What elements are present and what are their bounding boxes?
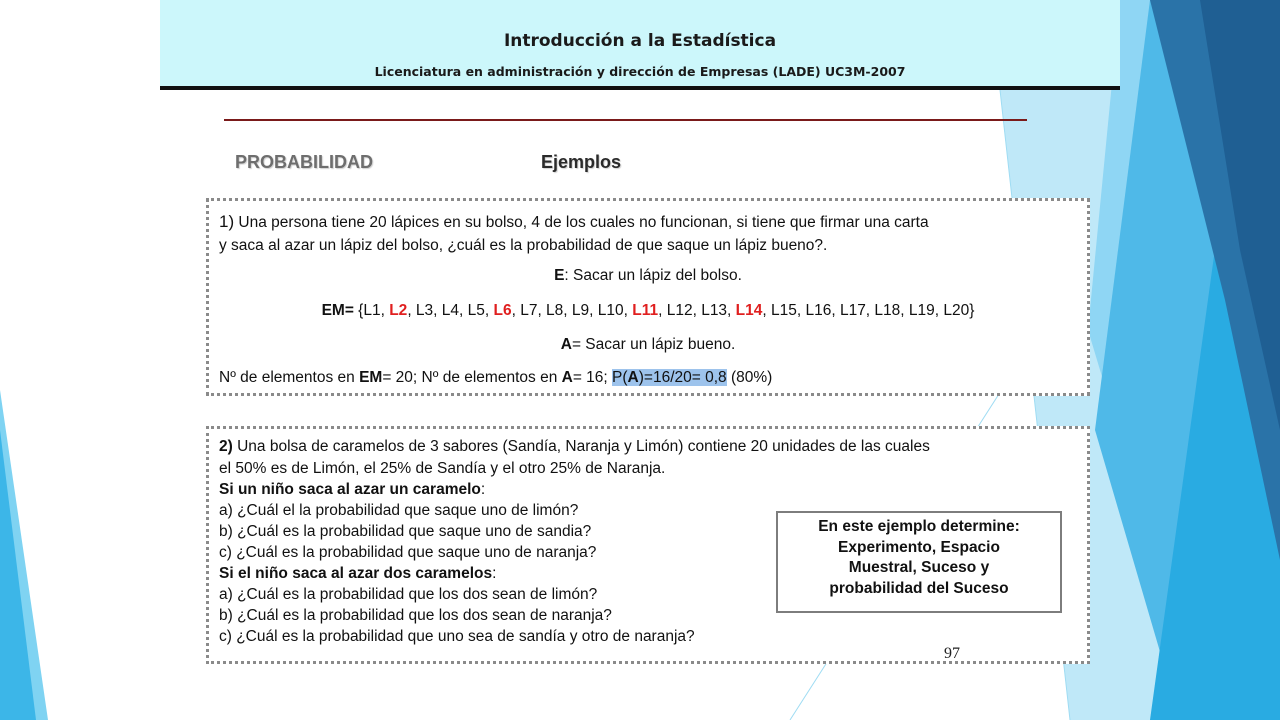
case-1-question-b: b) ¿Cuál es la probabilidad que saque uno de sandia? (219, 523, 592, 540)
instruction-callout (776, 511, 1062, 613)
callout-line: probabilidad del Suceso (829, 579, 1009, 597)
sample-space-definition: EM= {L1, L2, L3, L4, L5, L6, L7, L8, L9, L10, L11, L12, L13, L14, L15, L16, L17, L18, L19, L20} (321, 302, 975, 319)
experiment-definition: E: Sacar un lápiz del bolso. (554, 267, 742, 284)
example-2-number: 2) (219, 438, 233, 455)
left-facet (0, 430, 36, 720)
example-1-statement-line1: 1) Una persona tiene 20 lápices en su bolso, 4 de los cuales no funcionan, si tiene que firmar una carta (219, 212, 929, 231)
example-2-line2: el 50% es de Limón, el 25% de Sandía y el otro 25% de Naranja. (219, 460, 666, 477)
event-definition: A= Sacar un lápiz bueno. (560, 336, 736, 353)
case-1-question-a: a) ¿Cuál el la probabilidad que saque uno de limón? (219, 502, 579, 519)
case-2-title: Si el niño saca al azar dos caramelos: (219, 565, 497, 582)
sample-space-segment: , L15, L16, L17, L18, L19, L20} (762, 302, 975, 319)
case-1-question-c: c) ¿Cuál es la probabilidad que saque uno de naranja? (219, 544, 597, 561)
header-band (160, 0, 1120, 90)
example-1-number: 1) (219, 212, 235, 231)
sample-space-segment: {L1, (353, 302, 390, 319)
sample-space-elements (354, 302, 975, 319)
case-2-question-a: a) ¿Cuál es la probabilidad que los dos sean de limón? (219, 586, 598, 603)
page-number: 97 (944, 645, 960, 662)
defective-element: L14 (735, 302, 763, 319)
callout-line: Experimento, Espacio (838, 538, 1000, 556)
case-2-question-b: b) ¿Cuál es la probabilidad que los dos sean de naranja? (219, 607, 612, 624)
sample-space-segment: , L12, L13, (658, 302, 736, 319)
probability-highlight: P(A)=16/20= 0,8 (612, 369, 727, 386)
example-2-line1: 2) Una bolsa de caramelos de 3 sabores (Sandía, Naranja y Limón) contiene 20 unidades de las cuales (219, 438, 930, 455)
defective-element: L2 (389, 302, 408, 319)
defective-element: L6 (493, 302, 512, 319)
example-1-statement-line2: y saca al azar un lápiz del bolso, ¿cuál es la probabilidad de que saque un lápiz bueno?. (219, 237, 828, 254)
defective-element: L11 (632, 302, 659, 319)
sample-space-segment: , L3, L4, L5, (407, 302, 494, 319)
section-title: PROBABILIDAD (235, 152, 373, 172)
header-subtitle: Licenciatura en administración y dirección de Empresas (LADE) UC3M-2007 (374, 64, 906, 79)
header-title: Introducción a la Estadística (503, 31, 777, 51)
section-subtitle: Ejemplos (541, 152, 622, 172)
case-2-question-c: c) ¿Cuál es la probabilidad que uno sea de sandía y otro de naranja? (219, 628, 695, 645)
callout-line: Muestral, Suceso y (848, 559, 990, 576)
example-1-box (206, 198, 1090, 396)
sample-space-segment: , L7, L8, L9, L10, (511, 302, 633, 319)
case-1-title: Si un niño saca al azar un caramelo: (219, 481, 486, 498)
callout-line: En este ejemplo determine: (818, 518, 1020, 535)
probability-computation: Nº de elementos en EM= 20; Nº de elementos en A= 16; P(A)=16/20= 0,8 (80%) (219, 369, 773, 386)
title-divider (224, 119, 1027, 121)
